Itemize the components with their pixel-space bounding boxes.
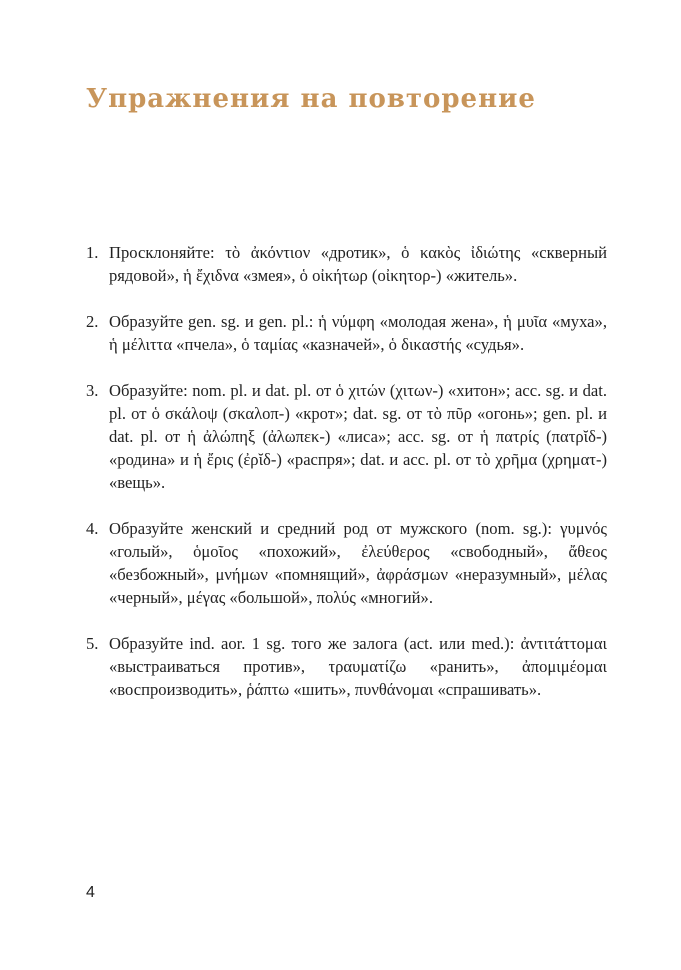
page-title: Упражнения на повторение bbox=[86, 84, 536, 114]
exercise-item-3 bbox=[86, 379, 607, 494]
exercise-text: Просклоняйте: τὸ ἀκόντιον «дротик», ὁ κακὸς ἰδιώτης «скверный рядовой», ἡ ἔχιδνα «змея», ὁ οἰκήτωρ (οἰκητορ-) «житель». bbox=[109, 243, 607, 285]
exercise-text: Образуйте ind. aor. 1 sg. того же залога (act. или med.): ἀντιτάττομαι «выстраиваться против», τραυματίζω «ранить», ἀπομιμέομαι «воспроизводить», ῥάπτω «шить», πυνθάνομαι «спрашивать». bbox=[109, 634, 607, 699]
exercise-item-4 bbox=[86, 517, 607, 609]
exercise-item-2 bbox=[86, 310, 607, 356]
exercise-list bbox=[86, 241, 607, 724]
exercise-item-1 bbox=[86, 241, 607, 287]
exercise-number: 5. bbox=[86, 634, 99, 653]
exercise-number: 2. bbox=[86, 312, 99, 331]
exercise-number: 1. bbox=[86, 243, 99, 262]
exercise-text: Образуйте gen. sg. и gen. pl.: ἡ νύμφη «молодая жена», ἡ μυῖα «муха», ἡ μέλιττα «пчела», ὁ ταμίας «казначей», ὁ δικαστής «судья». bbox=[109, 312, 607, 354]
exercise-number: 4. bbox=[86, 519, 99, 538]
exercise-item-5 bbox=[86, 632, 607, 701]
exercise-text: Образуйте женский и средний род от мужского (nom. sg.): γυμνός «голый», ὁμοῖος «похожий», ἐλεύθερος «свободный», ἄθεος «безбожный», μνήμων «помнящий», ἀφράσμων «неразумный», μέλας «черный», μέγας «большой», πολύς «многий». bbox=[109, 519, 607, 607]
exercise-number: 3. bbox=[86, 381, 99, 400]
exercise-text: Образуйте: nom. pl. и dat. pl. от ὁ χιτών (χιτων-) «хитон»; acc. sg. и dat. pl. от ὁ σκάλοψ (σκαλοπ-) «крот»; dat. sg. от τὸ πῦρ «огонь»; gen. pl. и dat. pl. от ἡ ἀλώπηξ (ἀλωπεκ-) «лиса»; acc. sg. от ἡ πατρίς (πατρῐδ-) «родина» и ἡ ἔρις (ἐρῐδ-) «распря»; dat. и acc. pl. от τὸ χρῆμα (χρηματ-) «вещь». bbox=[109, 381, 607, 492]
page-number: 4 bbox=[86, 884, 95, 901]
